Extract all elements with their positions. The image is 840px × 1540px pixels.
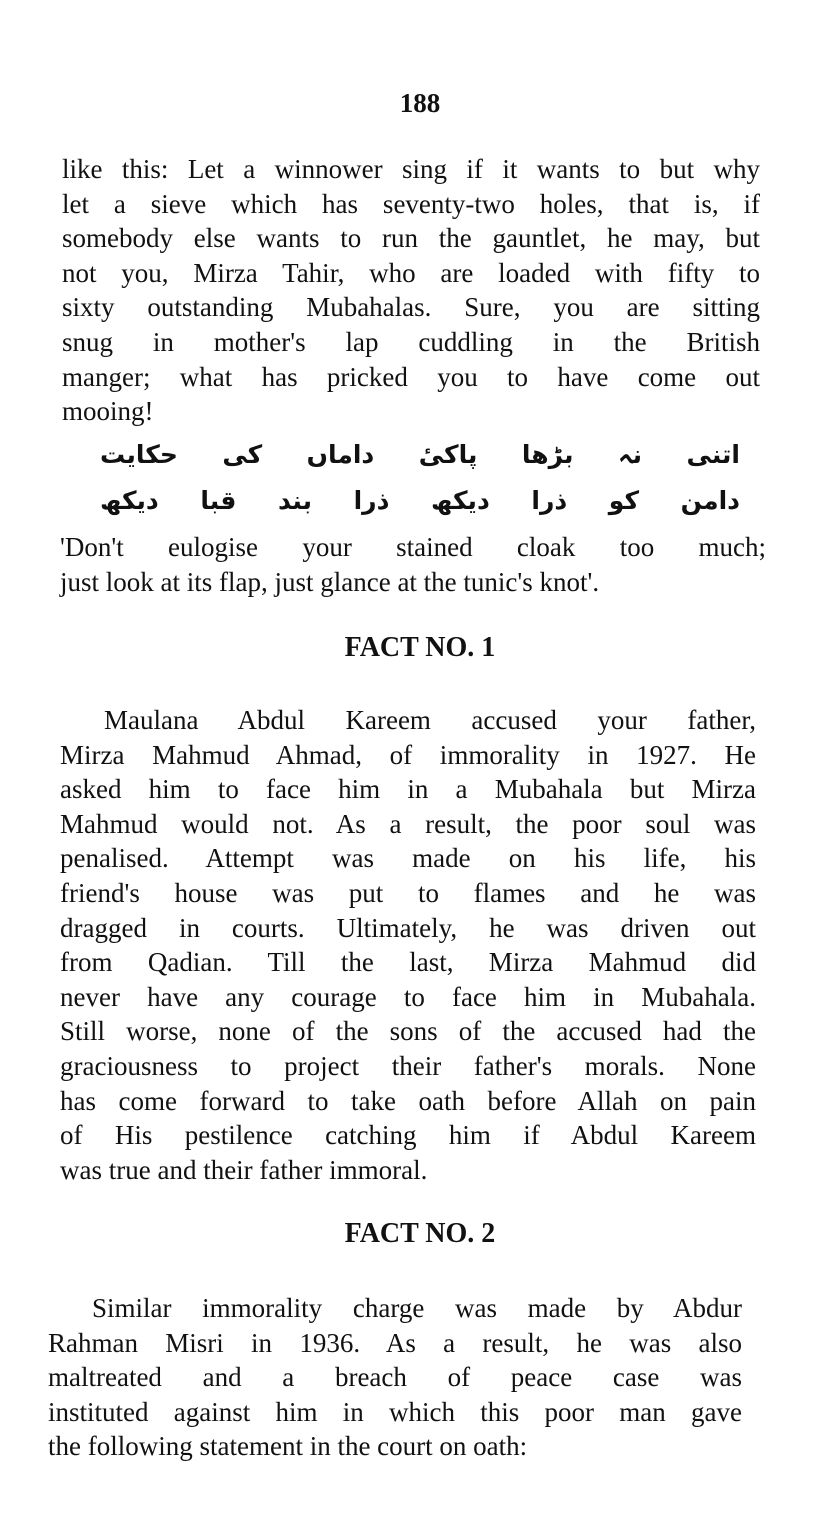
intro-paragraph	[62, 152, 760, 429]
urdu-verse-line-2	[100, 486, 740, 515]
urdu-word: نہ	[618, 440, 643, 469]
text-line: Similar immorality charge was made by Abdur	[92, 1293, 742, 1323]
urdu-word: پاکیٔ	[418, 440, 478, 469]
fact-2-paragraph	[48, 1291, 742, 1464]
text-line: has come forward to take oath before Allah on pain	[60, 1085, 756, 1116]
text-line: of His pestilence catching him if Abdul Kareem	[60, 1120, 756, 1151]
text-line: snug in mother's lap cuddling in the British	[62, 326, 760, 357]
text-line: 'Don't eulogise your stained cloak too much;	[60, 532, 766, 562]
urdu-word: دیکھ	[431, 486, 490, 515]
text-line: dragged in courts. Ultimately, he was driven out	[60, 912, 756, 943]
text-line: was true and their father immoral.	[60, 1154, 428, 1185]
page-number: 188	[399, 88, 441, 118]
text-line: let a sieve which has seventy-two holes, that is, if	[62, 188, 760, 219]
text-line: Mirza Mahmud Ahmad, of immorality in 1927. He	[60, 739, 756, 770]
verse-translation	[60, 530, 766, 599]
text-line: friend's house was put to flames and he was	[60, 877, 756, 908]
text-line: never have any courage to face him in Mubahala.	[60, 981, 756, 1012]
text-line: Mahmud would not. As a result, the poor soul was	[60, 808, 756, 839]
urdu-word: کی	[222, 440, 263, 469]
text-line: instituted against him in which this poor man gave	[48, 1396, 742, 1427]
text-line: graciousness to project their father's morals. None	[60, 1050, 756, 1081]
text-line: somebody else wants to run the gauntlet, he may, but	[62, 223, 760, 254]
fact-1-paragraph	[60, 703, 756, 1187]
urdu-word: بڑھا	[521, 440, 574, 469]
urdu-word: ذرا	[353, 486, 390, 515]
urdu-word: ذرا	[531, 486, 568, 515]
fact-2-heading: FACT NO. 2	[344, 1218, 496, 1249]
text-line: manger; what has pricked you to have come out	[62, 361, 760, 392]
text-line: asked him to face him in a Mubahala but Mirza	[60, 774, 756, 805]
urdu-word: بند	[277, 486, 312, 515]
text-line: penalised. Attempt was made on his life, his	[60, 843, 756, 874]
text-line: like this: Let a winnower sing if it wants to but why	[62, 154, 760, 184]
text-line: the following statement in the court on oath:	[48, 1431, 528, 1462]
text-line: Rahman Misri in 1936. As a result, he was also	[48, 1327, 742, 1358]
urdu-word: کو	[608, 486, 640, 515]
urdu-word: داماں	[306, 440, 375, 469]
urdu-word: دیکھ	[100, 486, 159, 515]
text-line: mooing!	[62, 396, 154, 427]
urdu-word: حکایت	[100, 440, 178, 469]
urdu-word: دامن	[680, 486, 740, 515]
text-line: Still worse, none of the sons of the accused had the	[60, 1016, 756, 1047]
text-line: sixty outstanding Mubahalas. Sure, you are sitting	[62, 292, 760, 323]
text-line: from Qadian. Till the last, Mirza Mahmud did	[60, 947, 756, 978]
text-line: not you, Mirza Tahir, who are loaded with fifty to	[62, 257, 760, 288]
urdu-word: اتنی	[686, 440, 740, 469]
fact-1-heading: FACT NO. 1	[344, 632, 496, 663]
text-line: maltreated and a breach of peace case was	[48, 1362, 742, 1393]
urdu-word: قبا	[200, 486, 237, 515]
text-line: Maulana Abdul Kareem accused your father,	[104, 705, 756, 735]
urdu-verse-line-1	[100, 440, 740, 469]
text-line: just look at its flap, just glance at the tunic's knot'.	[60, 566, 600, 597]
